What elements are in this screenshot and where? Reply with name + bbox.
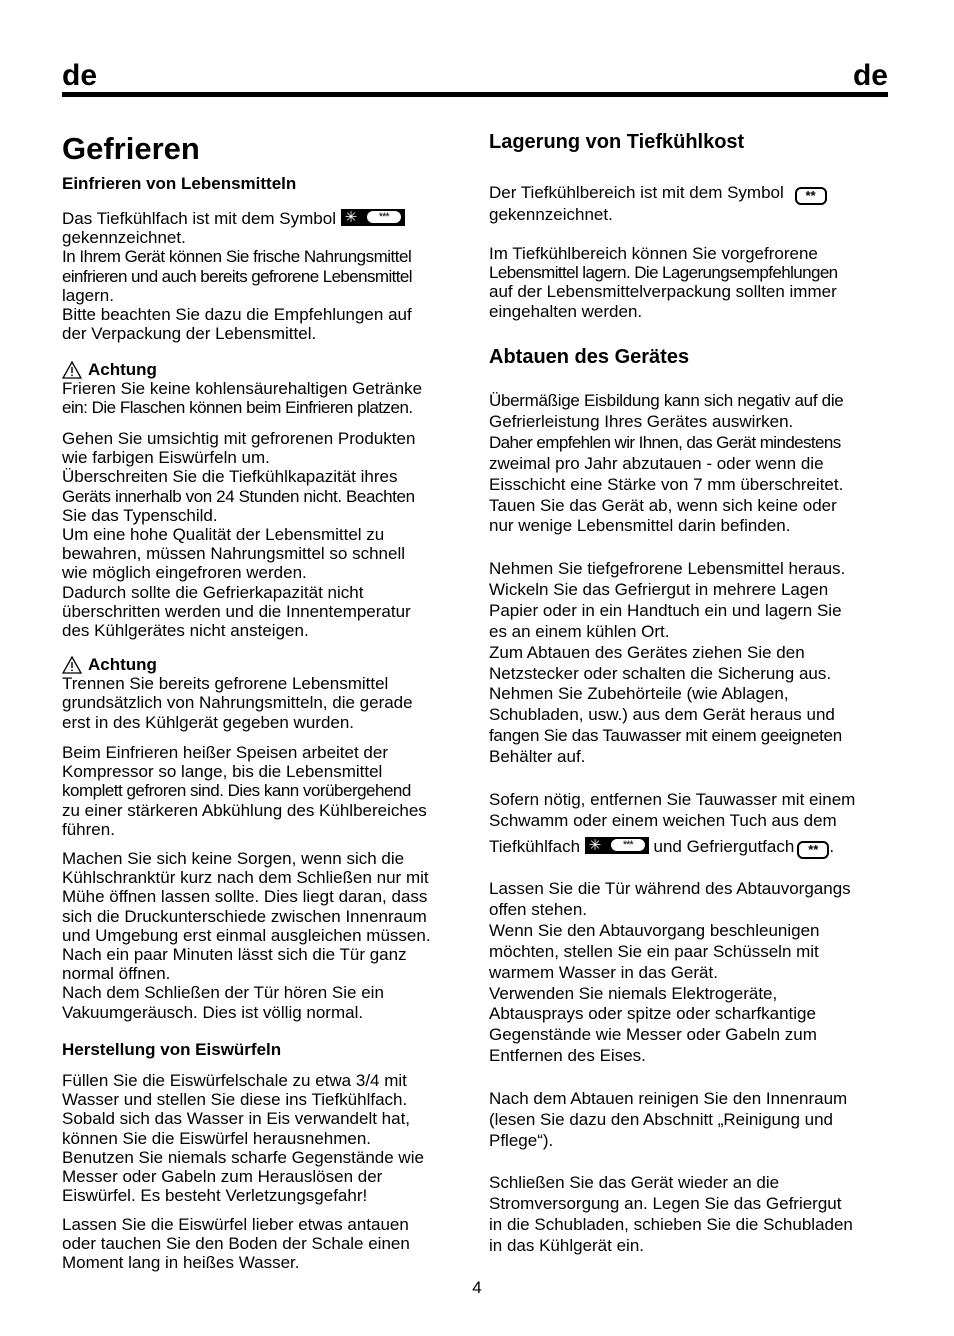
text-line: Verwenden Sie niemals Elektrogeräte, bbox=[489, 983, 778, 1003]
text-line: Eiswürfel. Es besteht Verletzungsgefahr! bbox=[62, 1186, 368, 1206]
two-star-compartment-icon: ** bbox=[797, 841, 829, 859]
text-line: Überschreiten Sie die Tiefkühlkapazität ihres bbox=[62, 467, 398, 487]
text-line: führen. bbox=[62, 819, 115, 839]
text-fragment: Der Tiefkühlbereich ist mit dem Symbol bbox=[489, 183, 784, 202]
text-line: Behälter auf. bbox=[489, 747, 586, 767]
text-line: auf der Lebensmittelverpackung sollten immer bbox=[489, 282, 837, 302]
paragraph-ice-release bbox=[62, 1215, 466, 1273]
text-line: Gefrierleistung Ihres Gerätes auswirken. bbox=[489, 411, 794, 431]
text-line: in das Kühlgerät ein. bbox=[489, 1235, 644, 1255]
section-heading-freezing: Einfrieren von Lebensmitteln bbox=[62, 174, 297, 193]
text-line: Eisschicht eine Stärke von 7 mm überschreitet. bbox=[489, 474, 844, 494]
page-number: 4 bbox=[472, 1278, 482, 1297]
two-star-compartment-icon: ** bbox=[795, 187, 827, 205]
text-line: Lassen Sie die Tür während des Abtauvorgangs bbox=[489, 879, 851, 898]
paragraph-storage-symbol bbox=[489, 183, 893, 224]
text-line: Dadurch sollte die Gefrierkapazität nicht bbox=[62, 582, 364, 602]
text-line: Nach dem Abtauen reinigen Sie den Innenraum bbox=[489, 1089, 848, 1108]
text-line: Beim Einfrieren heißer Speisen arbeitet der bbox=[62, 743, 388, 762]
warning-triangle-icon bbox=[62, 656, 82, 674]
text-line: Stromversorgung an. Legen Sie das Gefriergut bbox=[489, 1193, 842, 1213]
text-line: Kompressor so lange, bis die Lebensmittel bbox=[62, 762, 383, 782]
text-line: einfrieren und auch bereits gefrorene Lebensmittel bbox=[62, 266, 412, 286]
text-line: eingehalten werden. bbox=[489, 301, 643, 321]
section-heading-storage: Lagerung von Tiefkühlkost bbox=[489, 131, 745, 153]
paragraph-defrost-steps bbox=[489, 559, 893, 768]
text-line: bewahren, müssen Nahrungsmittel so schnell bbox=[62, 544, 406, 564]
text-fragment: ✳ bbox=[588, 836, 602, 854]
text-line: Netzstecker oder schalten die Sicherung aus. bbox=[489, 663, 832, 683]
text-line: lagern. bbox=[62, 285, 114, 305]
header-rule bbox=[62, 92, 888, 97]
text-line: Nach dem Schließen der Tür hören Sie ein bbox=[62, 983, 384, 1003]
text-fragment: *** bbox=[367, 211, 401, 223]
text-line: Moment lang in heißes Wasser. bbox=[62, 1253, 300, 1273]
text-line: Sie das Typenschild. bbox=[62, 505, 218, 525]
paragraph-hot-food bbox=[62, 743, 466, 839]
header-lang-right: de bbox=[852, 59, 888, 92]
text-line: Sobald sich das Wasser in Eis verwandelt hat, bbox=[62, 1109, 411, 1129]
text-line: Im Tiefkühlbereich können Sie vorgefrorene bbox=[489, 244, 818, 263]
text-line: Schwamm oder einem weichen Tuch aus dem bbox=[489, 810, 837, 830]
page-title: Gefrieren bbox=[62, 131, 200, 166]
text-line: Frieren Sie keine kohlensäurehaltigen Getränke bbox=[62, 379, 423, 399]
text-line: wie farbigen Eiswürfeln um. bbox=[62, 448, 270, 468]
text-line: Wasser und stellen Sie diese ins Tiefkühlfach. bbox=[62, 1090, 408, 1110]
text-line: Das Tiefkühlfach ist mit dem Symbol bbox=[62, 209, 336, 228]
text-line: Vakuumgeräusch. Dies ist völlig normal. bbox=[62, 1002, 364, 1022]
text-line: Bitte beachten Sie dazu die Empfehlungen auf bbox=[62, 305, 412, 325]
text-line: Benutzen Sie niemals scharfe Gegenstände wie bbox=[62, 1147, 424, 1167]
text-line: Wickeln Sie das Gefriergut in mehrere Lagen bbox=[489, 579, 829, 599]
warning-label: Achtung bbox=[88, 655, 157, 674]
text-line: Entfernen des Eises. bbox=[489, 1046, 646, 1066]
paragraph-speed-defrost bbox=[489, 879, 893, 1067]
text-line: normal öffnen. bbox=[62, 964, 171, 984]
text-line: überschritten werden und die Innentemperatur bbox=[62, 601, 411, 621]
text-line: erst in des Kühlgerät gegeben wurden. bbox=[62, 712, 355, 732]
warning-label: Achtung bbox=[88, 360, 157, 379]
text-line: der Verpackung der Lebensmittel. bbox=[62, 324, 317, 344]
text-line: in die Schubladen, schieben Sie die Schubladen bbox=[489, 1214, 853, 1234]
text-fragment: und Gefriergutfach bbox=[653, 836, 795, 856]
text-line: Wenn Sie den Abtauvorgang beschleunigen bbox=[489, 920, 820, 940]
warning-box-2 bbox=[62, 655, 466, 732]
text-fragment: *** bbox=[611, 839, 645, 851]
section-heading-defrost: Abtauen des Gerätes bbox=[489, 346, 690, 368]
text-line: Lebensmittel lagern. Die Lagerungsempfehlungen bbox=[489, 263, 838, 283]
paragraph-freezer-symbol bbox=[62, 209, 466, 343]
text-line: Schließen Sie das Gerät wieder an die bbox=[489, 1173, 780, 1192]
text-line: Abtausprays oder spitze oder scharfkantige bbox=[489, 1004, 816, 1024]
text-fragment: Tiefkühlfach bbox=[489, 836, 581, 856]
paragraph-clean-interior bbox=[489, 1089, 893, 1152]
paragraph-reconnect bbox=[489, 1173, 893, 1257]
text-line: In Ihrem Gerät können Sie frische Nahrungsmittel bbox=[62, 247, 412, 267]
text-line: Tauen Sie das Gerät ab, wenn sich keine oder bbox=[489, 495, 837, 515]
text-line: und Umgebung erst einmal ausgleichen müssen. bbox=[62, 925, 431, 945]
text-line: Gegenstände wie Messer oder Gabeln zum bbox=[489, 1025, 817, 1045]
paragraph-freezing-guidance bbox=[62, 429, 466, 640]
text-line: Schubladen, usw.) aus dem Gerät heraus und bbox=[489, 705, 835, 725]
text-line: Lassen Sie die Eiswürfel lieber etwas antauen bbox=[62, 1215, 409, 1234]
text-line: Trennen Sie bereits gefrorene Lebensmittel bbox=[62, 674, 389, 694]
text-line: grundsätzlich von Nahrungsmitteln, die gerade bbox=[62, 693, 413, 713]
text-line: oder tauchen Sie den Boden der Schale einen bbox=[62, 1234, 410, 1254]
text-line: Nach ein paar Minuten lässt sich die Tür ganz bbox=[62, 945, 407, 965]
text-line: Gehen Sie umsichtig mit gefrorenen Produkten bbox=[62, 429, 416, 448]
text-line: Übermäßige Eisbildung kann sich negativ auf die bbox=[489, 391, 844, 410]
text-line: Messer oder Gabeln zum Herauslösen der bbox=[62, 1167, 383, 1187]
text-line: komplett gefroren sind. Dies kann vorübergehend bbox=[62, 781, 411, 801]
warning-triangle-icon bbox=[62, 361, 82, 379]
text-line: Papier oder in ein Handtuch ein und lagern Sie bbox=[489, 600, 842, 620]
text-line: Zum Abtauen des Gerätes ziehen Sie den bbox=[489, 642, 805, 662]
text-line: Um eine hohe Qualität der Lebensmittel zu bbox=[62, 525, 385, 545]
text-line: gekennzeichnet. bbox=[489, 205, 613, 224]
text-line: Mühe öffnen lassen sollte. Dies liegt daran, dass bbox=[62, 887, 428, 907]
paragraph-ice-cubes bbox=[62, 1071, 466, 1205]
text-fragment: . bbox=[829, 836, 835, 856]
four-star-freezer-icon bbox=[585, 837, 649, 854]
text-fragment: ✳ bbox=[344, 209, 358, 226]
text-line: des Kühlgerätes nicht ansteigen. bbox=[62, 621, 309, 641]
text-line: (lesen Sie dazu den Abschnitt „Reinigung und bbox=[489, 1109, 834, 1129]
text-line: offen stehen. bbox=[489, 899, 587, 919]
text-line: gekennzeichnet. bbox=[62, 228, 186, 248]
warning-box-1 bbox=[62, 360, 466, 418]
text-line: zweimal pro Jahr abzutauen - oder wenn die bbox=[489, 453, 824, 473]
text-line: warmem Wasser in das Gerät. bbox=[489, 962, 718, 982]
text-line: Füllen Sie die Eiswürfelschale zu etwa 3/4 mit bbox=[62, 1071, 407, 1090]
text-line: es an einem kühlen Ort. bbox=[489, 621, 670, 641]
text-line: möchten, stellen Sie ein paar Schüsseln mit bbox=[489, 941, 819, 961]
text-line: wie möglich eingefroren werden. bbox=[62, 563, 307, 583]
paragraph-storage-recommendations bbox=[489, 244, 893, 321]
paragraph-remove-water bbox=[489, 790, 893, 859]
text-line: fangen Sie das Tauwasser mit einem geeigneten bbox=[489, 726, 842, 746]
text-line: ein: Die Flaschen können beim Einfrieren platzen. bbox=[62, 398, 413, 418]
text-line: nur wenige Lebensmittel darin befinden. bbox=[489, 516, 791, 536]
text-line: sich die Druckunterschiede zwischen Innenraum bbox=[62, 906, 427, 926]
text-line: Nehmen Sie tiefgefrorene Lebensmittel heraus. bbox=[489, 559, 846, 578]
text-line: Daher empfehlen wir Ihnen, das Gerät mindestens bbox=[489, 432, 841, 452]
text-line: Geräts innerhalb von 24 Stunden nicht. Beachten bbox=[62, 486, 415, 506]
paragraph-door-vacuum bbox=[62, 849, 466, 1022]
text-line: Kühlschranktür kurz nach dem Schließen nur mit bbox=[62, 868, 429, 888]
section-heading-ice-cubes: Herstellung von Eiswürfeln bbox=[62, 1040, 282, 1059]
paragraph-ice-buildup bbox=[489, 391, 893, 537]
text-line: Pflege“). bbox=[489, 1130, 554, 1150]
four-star-freezer-icon bbox=[341, 209, 405, 226]
text-line: Nehmen Sie Zubehörteile (wie Ablagen, bbox=[489, 684, 789, 704]
text-line: Sofern nötig, entfernen Sie Tauwasser mit einem bbox=[489, 790, 856, 809]
text-line: zu einer stärkeren Abkühlung des Kühlbereiches bbox=[62, 800, 427, 820]
text-line: können Sie die Eiswürfel herausnehmen. bbox=[62, 1128, 372, 1148]
header-lang-left: de bbox=[62, 59, 98, 92]
text-line: Machen Sie sich keine Sorgen, wenn sich die bbox=[62, 849, 405, 868]
